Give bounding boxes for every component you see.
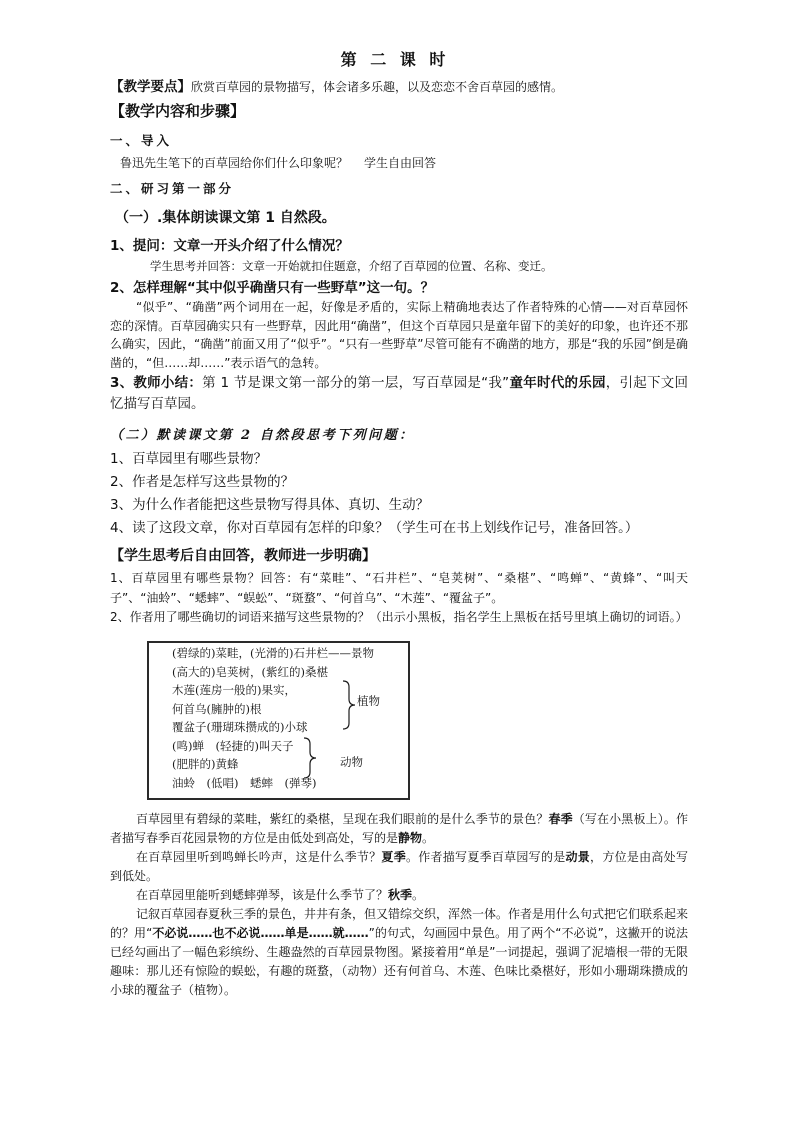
paragraph-segment-bold: 夏季 <box>381 850 406 865</box>
part1-question-2: 2、怎样理解“其中似乎确凿只有一些野草”这一句。？ <box>110 280 435 296</box>
paragraph-segment: 在百草园里能听到蟋蟀弹琴，该是什么季节了？ <box>136 888 389 903</box>
paragraph-segment: ”的句式，勾画园中景色。用了两个“不必说”，这撇开的说法已经勾画出了一幅色彩缤纷、生趣盎然的百草园景物图。紧接着用“单是”一词提起，强调了泥墙根一带的无限趣味：那儿还有惊险的蜈蚣，有趣的斑蝥，（动物）还有何首乌、木莲、色味比桑椹好，形如小珊瑚珠攒成的小球的覆盆子（植物）。 <box>110 926 688 998</box>
label-animals: 动物 <box>340 755 363 770</box>
label-plants: 植物 <box>357 694 380 709</box>
blackboard-box <box>147 641 410 800</box>
paragraph-segment: 记叙百草园春夏秋三季的景色，井井有条，但又错综交织，浑然一体。作者是用什么句式把它们联系起来的？用“ <box>110 907 689 941</box>
section-intro-text <box>110 154 688 172</box>
paragraph-segment: 百草园里有碧绿的菜畦，紫红的桑椹，呈现在我们眼前的是什么季节的景色？ <box>136 812 549 827</box>
part2-heading: （二）默读课文第 2 自然段思考下列问题： <box>110 428 415 444</box>
intro-question: 鲁迅先生笔下的百草园给你们什么印象呢？ <box>120 156 349 170</box>
list-item: 4、读了这段文章，你对百草园有怎样的印象？（学生可在书上划线作记号，准备回答。） <box>110 520 639 537</box>
page-title: 第 二 课 时 <box>340 50 450 69</box>
analysis-paragraph-summer <box>110 848 688 886</box>
list-item: 3、为什么作者能把这些景物写得具体、真切、生动？ <box>110 497 430 514</box>
paragraph-segment-bold: 不必说……也不必说……单是……就…… <box>152 926 369 941</box>
blackboard-line: (碧绿的)菜畦，(光滑的)石井栏——景物 <box>172 646 374 661</box>
paragraph-segment-bold: 动景 <box>565 850 591 865</box>
content-heading: 【教学内容和步骤】 <box>110 102 246 120</box>
paragraph-segment: 。作者描写夏季百草园写的是 <box>405 850 566 865</box>
list-item: 1、百草园里有哪些景物？ <box>110 451 268 468</box>
lesson-plan-content <box>110 49 688 1000</box>
part1-question-1: 1、提问：文章一开头介绍了什么情况？ <box>110 238 349 254</box>
blackboard-line: 覆盆子(珊瑚珠攒成的)小球 <box>172 720 308 735</box>
blackboard-line: 木莲(莲房一般的)果实， <box>172 683 296 698</box>
analysis-paragraph-spring <box>110 810 688 848</box>
paragraph-segment-bold: 春季 <box>548 812 573 827</box>
intro-note: 学生自由回答 <box>364 156 437 170</box>
paragraph-segment: 。 <box>412 888 425 903</box>
paragraph-segment: ，方位是由高处写到低处。 <box>110 850 688 884</box>
summary-text-after: ，引起下文回忆描写百草园。 <box>110 375 689 413</box>
analysis-paragraph-structure <box>110 905 688 1000</box>
paragraph-segment-bold: 静物 <box>398 831 423 846</box>
brace-plants <box>343 681 355 729</box>
blackboard-line: 油蛉 (低唱) 蟋蟀 (弹琴) <box>172 775 317 790</box>
part1-answer-1: 学生思考并回答：文章一开始就扣住题意，介绍了百草园的位置、名称、变迁。 <box>150 259 553 273</box>
summary-label: 3、教师小结： <box>110 375 203 392</box>
paragraph-segment: 在百草园里听到鸣蝉长吟声，这是什么季节？ <box>136 850 382 865</box>
section-intro-heading: 一、导入 <box>110 133 173 148</box>
analysis-paragraph-autumn <box>110 886 688 905</box>
key-points-text: 欣赏百草园的景物描写，体会诸多乐趣，以及恋恋不舍百草园的感情。 <box>191 80 564 94</box>
part2-question-list <box>110 448 688 540</box>
blackboard-line: (高大的)皂荚树，(紫红的)桑椹 <box>172 664 328 679</box>
summary-emphasis: 童年时代的乐园 <box>509 375 606 392</box>
section-study-heading: 二、研习第一部分 <box>110 181 235 196</box>
part1-heading: （一）.集体朗读课文第 1 自然段。 <box>115 210 336 226</box>
part1-answer-2: “似乎”、“确凿”两个词用在一起，好像是矛盾的，实际上精确地表达了作者特殊的心情——对百草园怀恋的深情。百草园确实只有一些野草，因此用“确凿”，但这个百草园只是童年留下的美好的印象，也许还不那么确实，因此，“确凿”前面又用了“似乎”。“只有一些野草”尽管可能有不确凿的地方，那是“我的乐园”倒是确凿的，“但……却……”表示语气的急转。 <box>110 300 688 370</box>
answers-heading: 【学生思考后自由回答，教师进一步明确】 <box>110 548 376 565</box>
answer-2: 2、作者用了哪些确切的词语来描写这些景物的？（出示小黑板，指名学生上黑板在括号里填上确切的词语。） <box>110 610 688 625</box>
paragraph-segment: 。 <box>422 831 435 846</box>
blackboard-line: 何首乌(臃肿的)根 <box>172 701 262 716</box>
teacher-summary <box>110 373 688 415</box>
paragraph-segment: （写在小黑板上）。作者描写春季百花园景物的方位是由低处到高处，写的是 <box>110 812 688 846</box>
summary-text-before: 第 1 节是课文第一部分的第一层，写百草园是“我” <box>202 375 510 392</box>
blackboard-line: (鸣)蝉 (轻捷的)叫天子 <box>172 738 294 753</box>
paragraph-segment-bold: 秋季 <box>388 888 413 903</box>
key-points-label: 【教学要点】 <box>110 79 191 95</box>
answer-1: 1、百草园里有哪些景物？回答：有“菜畦”、“石井栏”、“皂荚树”、“桑椹”、“鸣蝉”、“黄蜂”、“叫天子”、“油蛉”、“蟋蟀”、“蜈蚣”、“斑蝥”、“何首乌”、“木莲”、“覆盆子”。 <box>110 571 688 606</box>
blackboard-line: (肥胖的)黄蜂 <box>172 757 239 772</box>
key-points <box>110 78 688 96</box>
list-item: 2、作者是怎样写这些景物的？ <box>110 474 295 491</box>
brace-animals <box>304 738 316 778</box>
